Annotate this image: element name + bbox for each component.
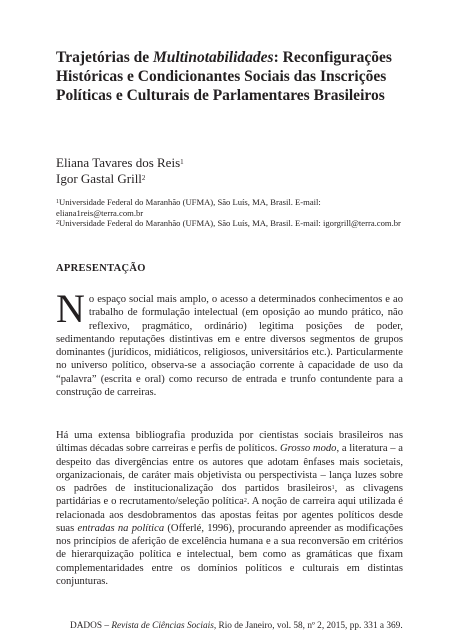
drop-cap: N: [56, 286, 85, 331]
section-heading: APRESENTAÇÃO: [56, 263, 146, 274]
title-lead: Trajetórias de: [56, 49, 153, 66]
journal-footer: DADOS – Revista de Ciências Sociais, Rio de Janeiro, vol. 58, nº 2, 2015, pp. 331 a 369.: [70, 621, 403, 631]
footnote-ref-2: 2: [243, 498, 247, 505]
title-rest: : Reconfigurações Históricas e Condicionantes Sociais das Inscrições Políticas e Culturais de Parlamentares Brasileiros: [56, 49, 392, 104]
affiliation-list: [56, 197, 406, 229]
affiliation-1: $^1$Universidade Federal do Maranhão (UFMA), São Luís, MA, Brasil. E-mail: eliana1reis@terra.com.br: [56, 197, 321, 218]
paragraph-1: [56, 286, 403, 399]
paragraph-1-text: o espaço social mais amplo, o acesso a determinados conhecimentos e ao trabalho de formulação intelectual (em oposição ao mundo prático, não reflexivo, pragmático, ordinário) legitima posições de poder, sedimentando reputações distintivas em e entre diversos segmentos de grupos dominantes (jurídicos, midiáticos, religiosos, universitários etc.). Particularmente no universo político, observa-se a associação corrente à capacidade de uso da “palavra” (escrita e oral) como recurso de entrada e trunfo contundente para a construção de carreiras.: [56, 294, 403, 398]
author-1-note: 1: [180, 158, 184, 166]
article-title: [56, 48, 426, 105]
author-list: [56, 155, 184, 187]
author-2-note: 2: [141, 174, 146, 182]
affiliation-2: $^2$Universidade Federal do Maranhão (UFMA), São Luís, MA, Brasil. E-mail: igorgrill@terra.com.br: [56, 218, 401, 228]
footnote-ref-1: 1: [331, 485, 335, 491]
paragraph-2: Há uma extensa bibliografia produzida por cientistas sociais brasileiros nas últimas décadas sobre carreiras e perfis de políticos. Grosso modo, a literatura – a despeito das divergências entre os autores que adotam ênfases mais societais, organizacionais, de caráter mais objetivista ou perspectivista – lança luzes sobre os padrões de institucionalização dos partidos brasileiros$^1$, as clivagens partidárias e o recrutamento/seleção política$^2$. A noção de carreira aqui utilizada é relacionada aos desdobramentos das apostas feitas por agentes políticos desde suas entradas na política (Offerlé, 1996), procurando apreender as modificações nos princípios de aferição de excelência humana e a sua reconversão em critérios de hierarquização política e intelectual, bem como as gramáticas que fixam complementaridades entre os domínios políticos e culturais em distintas conjunturas.: [56, 430, 403, 587]
author-2: Igor Gastal Grill$^2$: [56, 171, 146, 186]
title-italic: Multinotabilidades: [153, 49, 274, 66]
author-1: Eliana Tavares dos Reis$^1$: [56, 155, 184, 170]
